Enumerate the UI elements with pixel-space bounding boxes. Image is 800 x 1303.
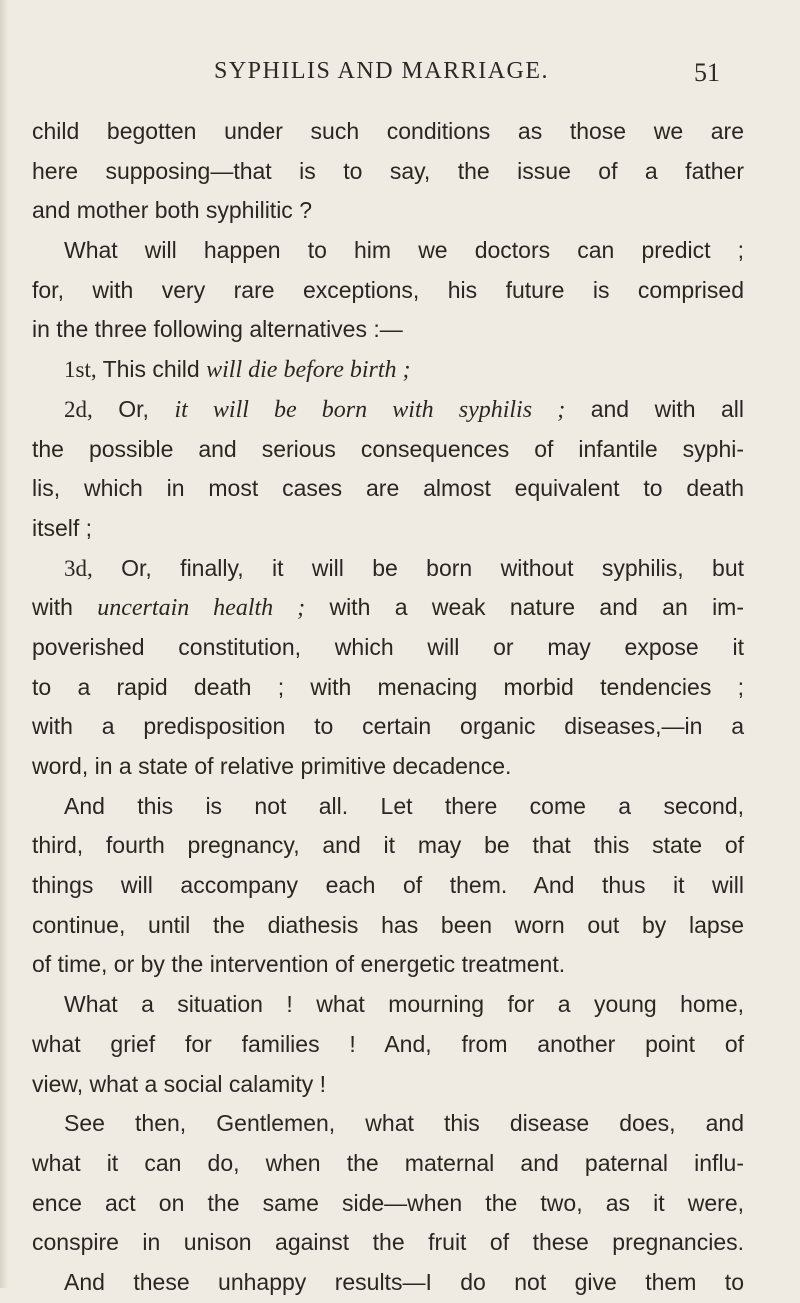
- line-text: See then, Gentlemen, what this disease does, and: [64, 1110, 744, 1137]
- text-line: [32, 350, 744, 390]
- line-text: for, with very rare exceptions, his future is comprised: [32, 276, 744, 303]
- line-text: What a situation ! what mourning for a young home,: [64, 991, 744, 1018]
- text-line: [32, 231, 744, 271]
- line-text: the possible and serious consequences of infantile syphi-: [32, 435, 744, 462]
- line-text: itself ;: [32, 514, 93, 541]
- text-line: [32, 1184, 744, 1224]
- line-text: here supposing—that is to say, the issue of a father: [32, 157, 744, 184]
- text-line: [32, 112, 744, 152]
- line-text: with a predisposition to certain organic diseases,—in a: [32, 713, 744, 740]
- text-line: [32, 390, 744, 430]
- line-text: what it can do, when the maternal and paternal influ-: [32, 1149, 744, 1176]
- line-text: things will accompany each of them. And thus it will: [32, 872, 744, 899]
- line-text: view, what a social calamity !: [32, 1070, 327, 1097]
- line-text: And these unhappy results—I do not give them to: [64, 1268, 744, 1295]
- text-line: [32, 152, 744, 192]
- line-text: conspire in unison against the fruit of these pregnancies.: [32, 1229, 744, 1256]
- italic-phrase: uncertain health ;: [97, 595, 306, 622]
- line-text: child begotten under such conditions as those we are: [32, 118, 744, 144]
- line-text: in the three following alternatives :—: [32, 316, 403, 343]
- line-text: continue, until the diathesis has been worn out by lapse: [32, 911, 744, 938]
- text-line: [32, 430, 744, 470]
- text-line: [32, 1025, 744, 1065]
- running-head: SYPHILIS AND MARRIAGE.: [214, 58, 550, 84]
- line-text: lis, which in most cases are almost equivalent to death: [32, 475, 744, 502]
- body-text: [32, 112, 744, 1303]
- line-text: Or, finally, it will be born without syphilis, but: [92, 554, 744, 581]
- text-line: [32, 985, 744, 1025]
- line-text: what grief for families ! And, from another point of: [32, 1030, 744, 1057]
- text-line: [32, 747, 744, 787]
- text-line: [32, 509, 744, 549]
- line-text: poverished constitution, which will or may expose it: [32, 633, 744, 660]
- text-line: [32, 1065, 744, 1105]
- line-text: word, in a state of relative primitive decadence.: [32, 753, 512, 779]
- text-line: [32, 866, 744, 906]
- list-ordinal: 1st,: [64, 357, 97, 383]
- line-text: This child: [96, 356, 207, 383]
- text-line: [32, 707, 744, 747]
- text-line: [32, 1144, 744, 1184]
- line-text: third, fourth pregnancy, and it may be that this state of: [32, 832, 744, 859]
- text-line: [32, 1104, 744, 1144]
- text-line: [32, 588, 744, 628]
- line-text: with: [32, 594, 98, 621]
- text-line: [32, 191, 744, 231]
- text-line: [32, 271, 744, 311]
- text-line: [32, 1263, 744, 1303]
- text-line: [32, 906, 744, 946]
- text-line: [32, 310, 744, 350]
- text-line: [32, 668, 744, 708]
- line-text: and with all: [565, 395, 745, 422]
- list-ordinal: 3d,: [64, 555, 93, 581]
- line-text: of time, or by the intervention of energetic treatment.: [32, 951, 566, 978]
- list-ordinal: 2d,: [64, 396, 93, 422]
- text-line: [32, 469, 744, 509]
- text-line: [32, 787, 744, 827]
- line-text: And this is not all. Let there come a second,: [64, 792, 744, 819]
- text-line: [32, 945, 744, 985]
- text-line: [32, 1223, 744, 1263]
- line-text: Or,: [92, 395, 175, 422]
- line-text: What will happen to him we doctors can predict ;: [64, 237, 744, 264]
- text-line: [32, 549, 744, 589]
- page-number: 51: [694, 58, 720, 87]
- text-line: [32, 628, 744, 668]
- line-text: with a weak nature and an im-: [305, 594, 745, 621]
- text-line: [32, 826, 744, 866]
- line-text: ence act on the same side—when the two, as it were,: [32, 1189, 744, 1216]
- italic-phrase: it will be born with syphilis ;: [174, 396, 566, 423]
- line-text: to a rapid death ; with menacing morbid tendencies ;: [32, 673, 744, 700]
- italic-phrase: will die before birth ;: [206, 357, 411, 384]
- line-text: and mother both syphilitic ?: [32, 197, 312, 224]
